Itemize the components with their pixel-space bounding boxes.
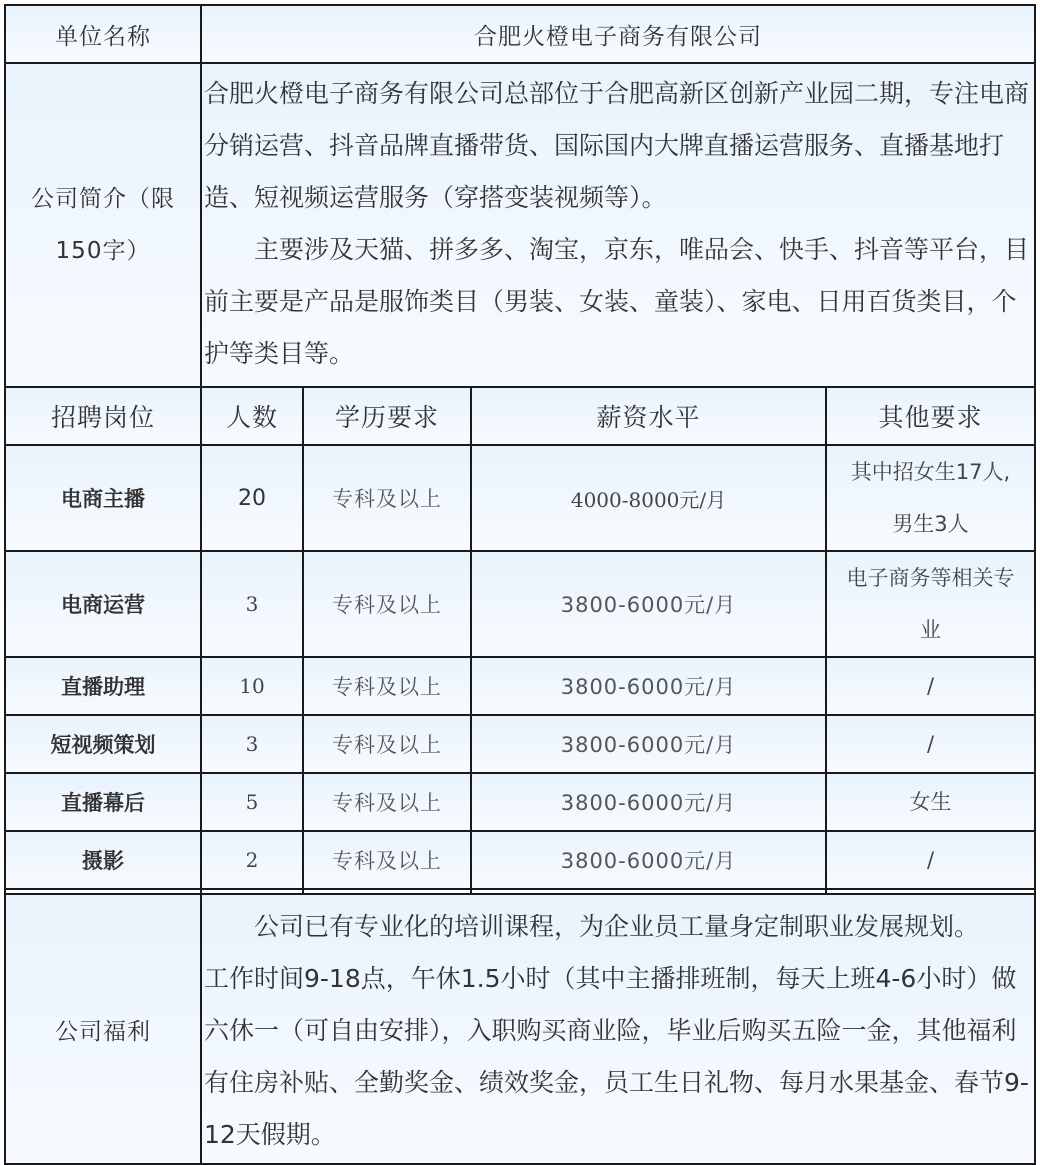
benefits-line-rest: 工作时间9-18点，午休1.5小时（其中主播排班制，每天上班4-6小时）做六休一（可自由安排），入职购买商业险，毕业后购买五险一金，其他福利有住房补贴、全勤奖金、绩效奖金，员工生日礼物、每月水果基金、春节9-12天假期。 bbox=[204, 964, 1029, 1149]
other-line-2: 业 bbox=[920, 618, 941, 642]
header-count: 人数 bbox=[201, 387, 303, 445]
position-name: 短视频策划 bbox=[5, 715, 201, 773]
position-education: 专科及以上 bbox=[303, 831, 471, 889]
table-row bbox=[5, 445, 1035, 551]
header-other: 其他要求 bbox=[826, 387, 1035, 445]
position-education: 专科及以上 bbox=[303, 773, 471, 831]
intro-label-line1: 公司简介（限 bbox=[31, 186, 175, 212]
company-name-value: 合肥火橙电子商务有限公司 bbox=[201, 5, 1035, 63]
position-other: / bbox=[826, 715, 1035, 773]
position-education: 专科及以上 bbox=[303, 445, 471, 551]
position-salary: 3800-6000元/月 bbox=[471, 657, 826, 715]
intro-paragraph-2: 主要涉及天猫、拼多多、淘宝，京东，唯品会、快手、抖音等平台，目前主要是产品是服饰类目（男装、女装、童装）、家电、日用百货类目，个护等类目等。 bbox=[204, 235, 1030, 368]
other-line-1: 其中招女生17人, bbox=[850, 460, 1011, 484]
position-other bbox=[826, 445, 1035, 551]
position-count: 2 bbox=[201, 831, 303, 889]
table-row bbox=[5, 773, 1035, 831]
company-intro-text bbox=[201, 63, 1035, 387]
position-education: 专科及以上 bbox=[303, 551, 471, 657]
intro-paragraph-1: 合肥火橙电子商务有限公司总部位于合肥高新区创新产业园二期，专注电商分销运营、抖音品牌直播带货、国际国内大牌直播运营服务、直播基地打造、短视频运营服务（穿搭变装视频等）。 bbox=[204, 79, 1030, 212]
header-education: 学历要求 bbox=[303, 387, 471, 445]
position-salary: 3800-6000元/月 bbox=[471, 831, 826, 889]
header-position: 招聘岗位 bbox=[5, 387, 201, 445]
position-education: 专科及以上 bbox=[303, 715, 471, 773]
company-name-label: 单位名称 bbox=[5, 5, 201, 63]
position-salary: 4000-8000元/月 bbox=[471, 445, 826, 551]
recruitment-document bbox=[4, 4, 1034, 1165]
other-line-1: 电子商务等相关专 bbox=[846, 566, 1015, 590]
position-other: / bbox=[826, 657, 1035, 715]
company-intro-row bbox=[5, 63, 1035, 387]
position-education: 专科及以上 bbox=[303, 657, 471, 715]
position-count: 20 bbox=[201, 445, 303, 551]
table-row bbox=[5, 715, 1035, 773]
position-other: 女生 bbox=[826, 773, 1035, 831]
table-row bbox=[5, 831, 1035, 889]
position-name: 直播幕后 bbox=[5, 773, 201, 831]
position-count: 3 bbox=[201, 715, 303, 773]
intro-label-line2: 150字） bbox=[55, 238, 151, 264]
position-salary: 3800-6000元/月 bbox=[471, 773, 826, 831]
table-row bbox=[5, 657, 1035, 715]
positions-header-row bbox=[5, 387, 1035, 445]
benefits-line-1: 公司已有专业化的培训课程，为企业员工量身定制职业发展规划。 bbox=[254, 912, 980, 941]
position-name: 摄影 bbox=[5, 831, 201, 889]
benefits-label: 公司福利 bbox=[5, 894, 201, 1164]
table-row bbox=[5, 551, 1035, 657]
company-name-row bbox=[5, 5, 1035, 63]
position-name: 电商运营 bbox=[5, 551, 201, 657]
other-line-2: 男生3人 bbox=[892, 512, 969, 536]
position-count: 3 bbox=[201, 551, 303, 657]
position-count: 10 bbox=[201, 657, 303, 715]
position-name: 直播助理 bbox=[5, 657, 201, 715]
position-other: / bbox=[826, 831, 1035, 889]
benefits-row bbox=[5, 894, 1035, 1164]
benefits-text bbox=[201, 894, 1035, 1164]
header-salary: 薪资水平 bbox=[471, 387, 826, 445]
position-name: 电商主播 bbox=[5, 445, 201, 551]
position-count: 5 bbox=[201, 773, 303, 831]
company-intro-label bbox=[5, 63, 201, 387]
company-info-table bbox=[4, 4, 1036, 1165]
position-salary: 3800-6000元/月 bbox=[471, 715, 826, 773]
position-salary: 3800-6000元/月 bbox=[471, 551, 826, 657]
position-other bbox=[826, 551, 1035, 657]
